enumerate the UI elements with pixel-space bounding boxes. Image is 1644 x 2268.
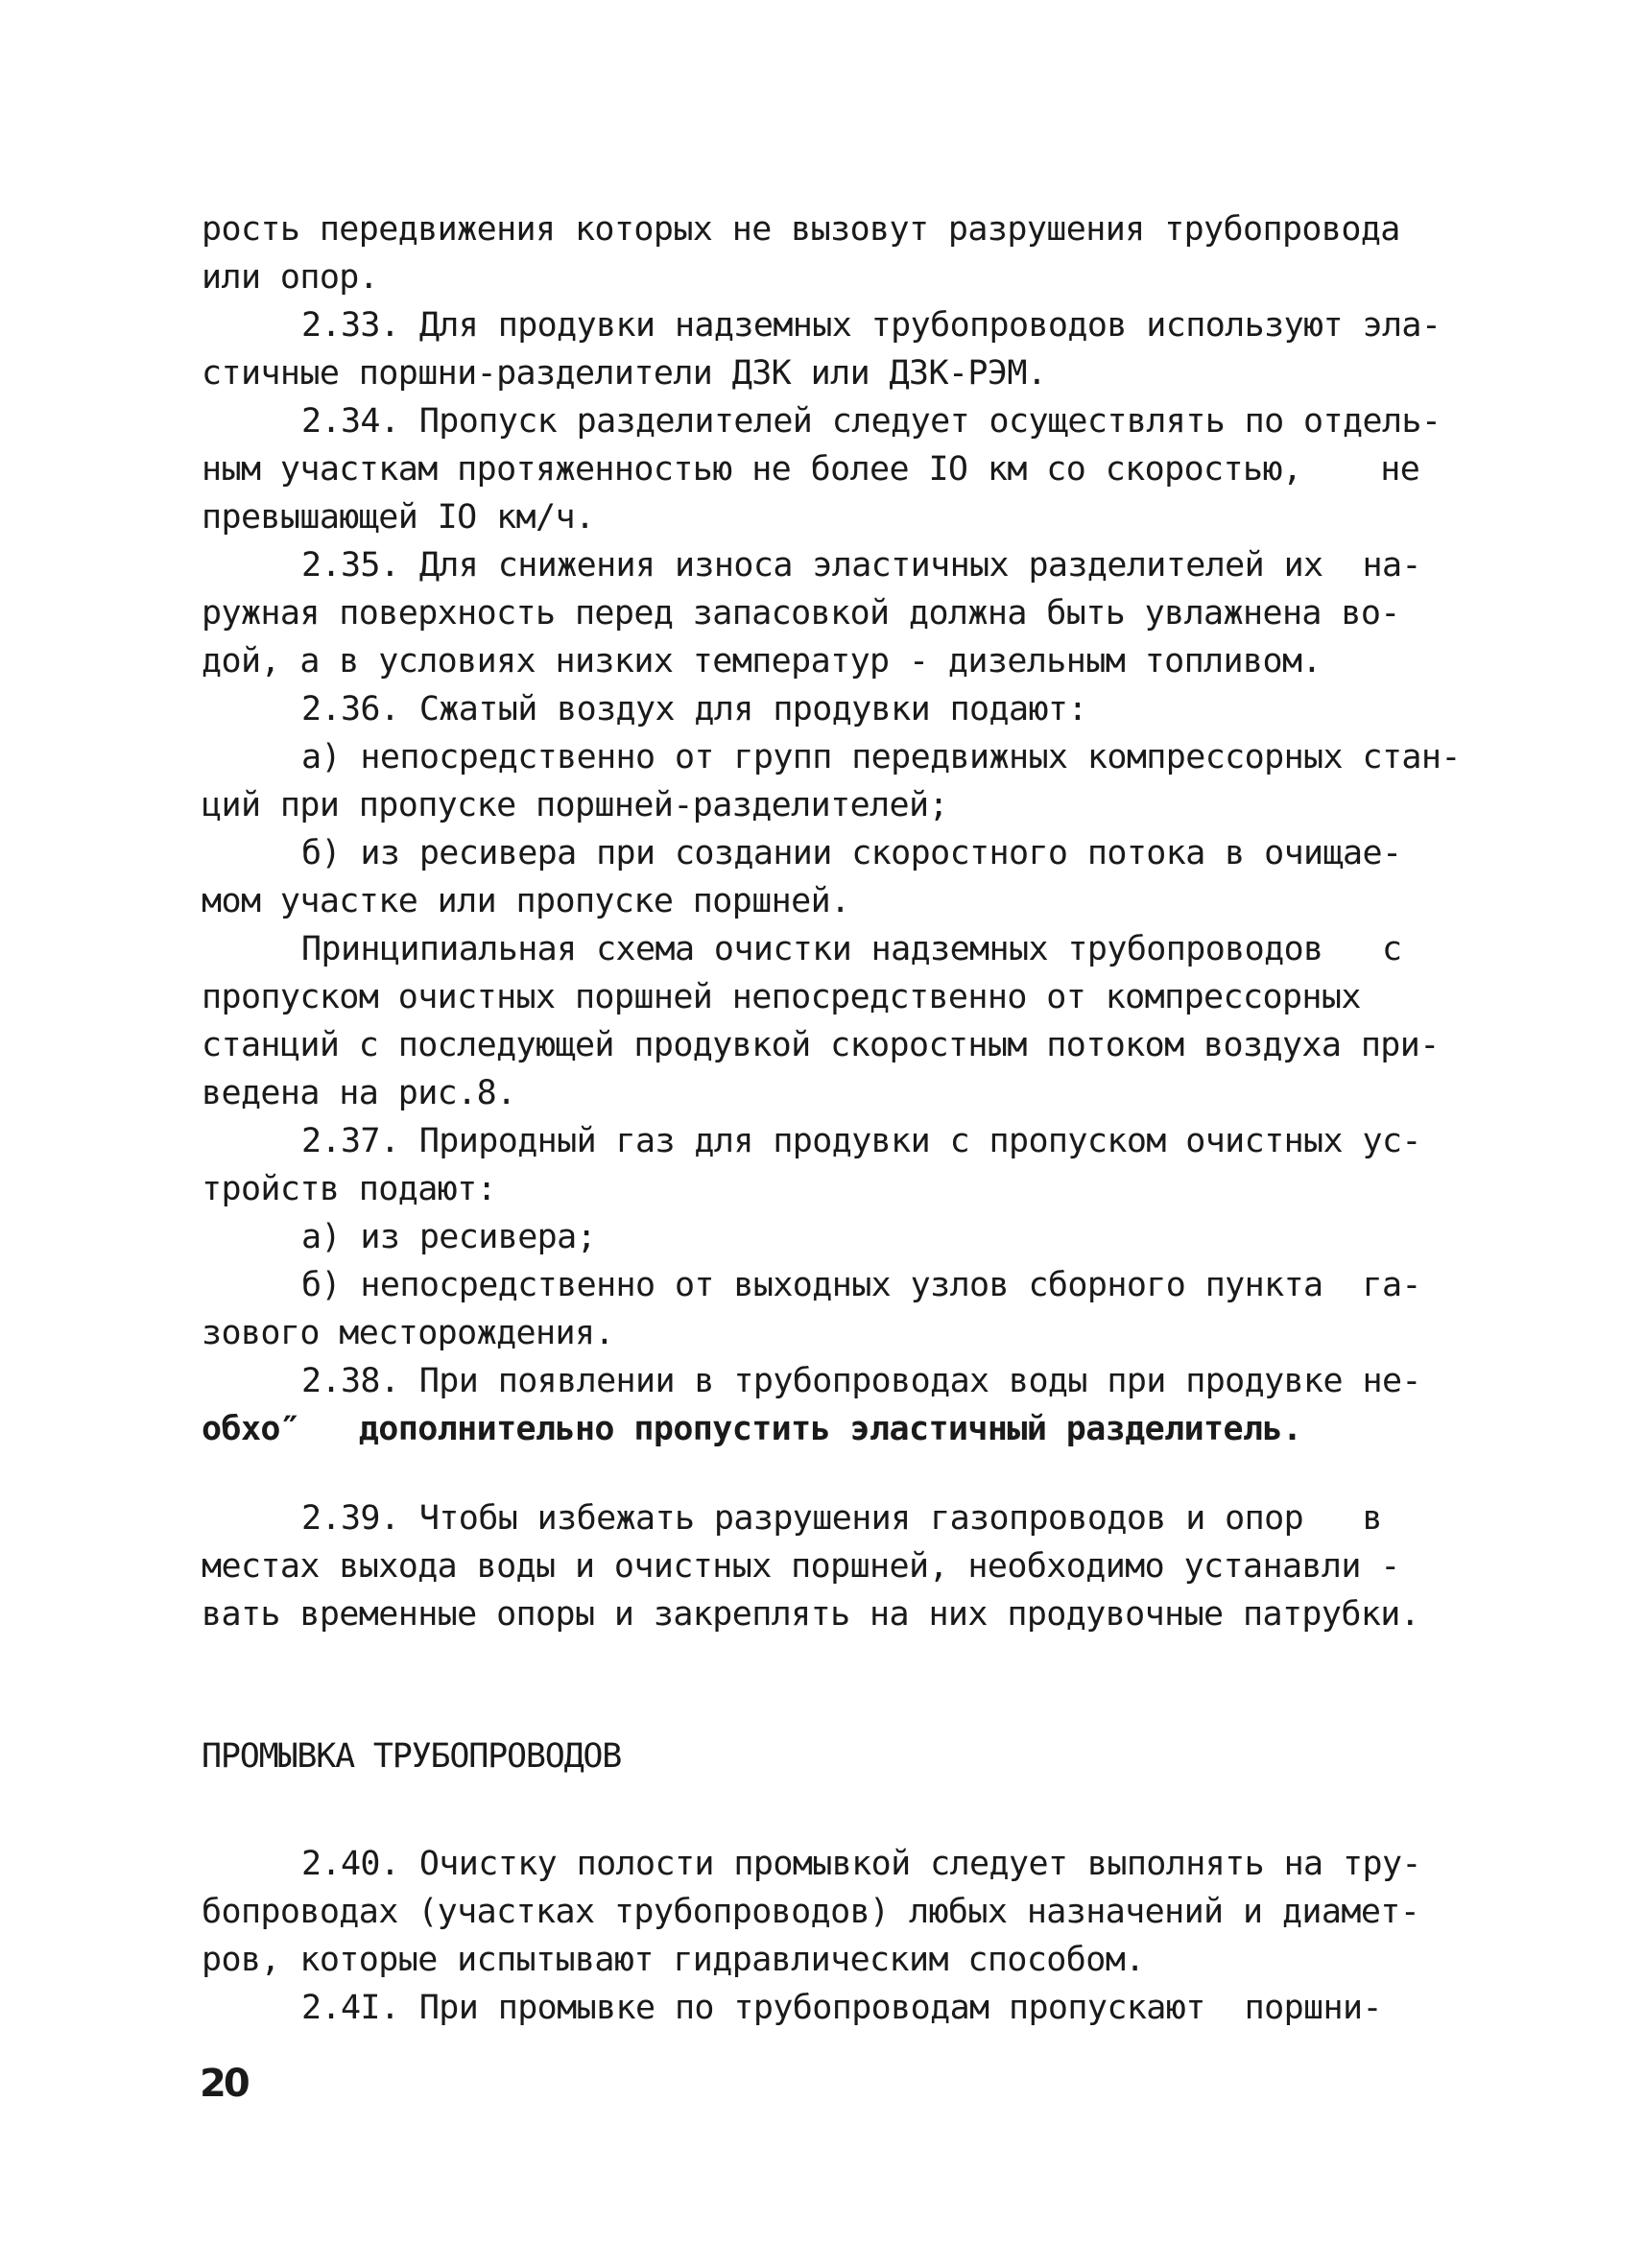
text-line: ров, которые испытывают гидравлическим способом. [202, 1941, 1145, 1979]
paragraph-2-38: 2.38. При появлении в трубопроводах воды при продувке не- [301, 1362, 1421, 1400]
text-line: дой, а в условиях низких температур - дизельным топливом. [202, 642, 1322, 680]
text-line: ным участкам протяженностью не более IO км со скоростью, не [202, 450, 1420, 489]
text-line: обхо″ дополнительно пропустить эластичный разделитель. [202, 1410, 1302, 1448]
text-line: стичные поршни-разделители ДЗК или ДЗК-РЭМ. [202, 354, 1047, 393]
text-line: вать временные опоры и закреплять на них продувочные патрубки. [202, 1595, 1420, 1634]
text-line: ведена на рис.8. [202, 1074, 516, 1112]
list-item-a: а) из ресивера; [301, 1218, 597, 1256]
text-block-main [202, 205, 1468, 1453]
text-line: рость передвижения которых не вызовут разрушения трубопровода [202, 210, 1400, 249]
text-line: тройств подают: [202, 1170, 497, 1208]
text-line: ружная поверхность перед запасовкой должна быть увлажнена во- [202, 594, 1400, 633]
page-number: 20 [200, 2062, 248, 2106]
paragraph-2-41: 2.4I. При промывке по трубопроводам пропускают поршни- [301, 1989, 1382, 2027]
text-block-2-39 [202, 1494, 1468, 1638]
text-block-flushing [202, 1840, 1468, 2032]
text-line: превышающей IO км/ч. [202, 498, 595, 537]
text-line: или опор. [202, 258, 379, 297]
list-item-b: б) из ресивера при создании скоростного потока в очищае- [301, 834, 1402, 872]
text-line: мом участке или пропуске поршней. [202, 882, 850, 920]
list-item-a: а) непосредственно от групп передвижных компрессорных стан- [301, 738, 1461, 776]
text-line: местах выхода воды и очистных поршней, необходимо устанавли - [202, 1547, 1400, 1586]
paragraph-scheme: Принципиальная схема очистки надземных трубопроводов с [301, 930, 1402, 968]
paragraph-2-40: 2.40. Очистку полости промывкой следует выполнять на тру- [301, 1845, 1421, 1883]
paragraph-2-39: 2.39. Чтобы избежать разрушения газопроводов и опор в [301, 1499, 1382, 1538]
text-line: зового месторождения. [202, 1314, 614, 1352]
text-line: пропуском очистных поршней непосредственно от компрессорных [202, 978, 1361, 1016]
section-heading: ПРОМЫВКА ТРУБОПРОВОДОВ [202, 1737, 622, 1776]
paragraph-2-34: 2.34. Пропуск разделителей следует осуществлять по отдель- [301, 402, 1441, 441]
text-line: ций при пропуске поршней-разделителей; [202, 786, 948, 824]
paragraph-2-37: 2.37. Природный газ для продувки с пропуском очистных ус- [301, 1122, 1421, 1160]
paragraph-2-33: 2.33. Для продувки надземных трубопроводов используют эла- [301, 306, 1441, 345]
text-line: станций с последующей продувкой скоростным потоком воздуха при- [202, 1026, 1440, 1064]
list-item-b: б) непосредственно от выходных узлов сборного пункта га- [301, 1266, 1421, 1304]
text-line: бопроводах (участках трубопроводов) любых назначений и диамет- [202, 1893, 1420, 1931]
paragraph-2-36: 2.36. Сжатый воздух для продувки подают: [301, 690, 1087, 728]
paragraph-2-35: 2.35. Для снижения износа эластичных разделителей их на- [301, 546, 1421, 585]
